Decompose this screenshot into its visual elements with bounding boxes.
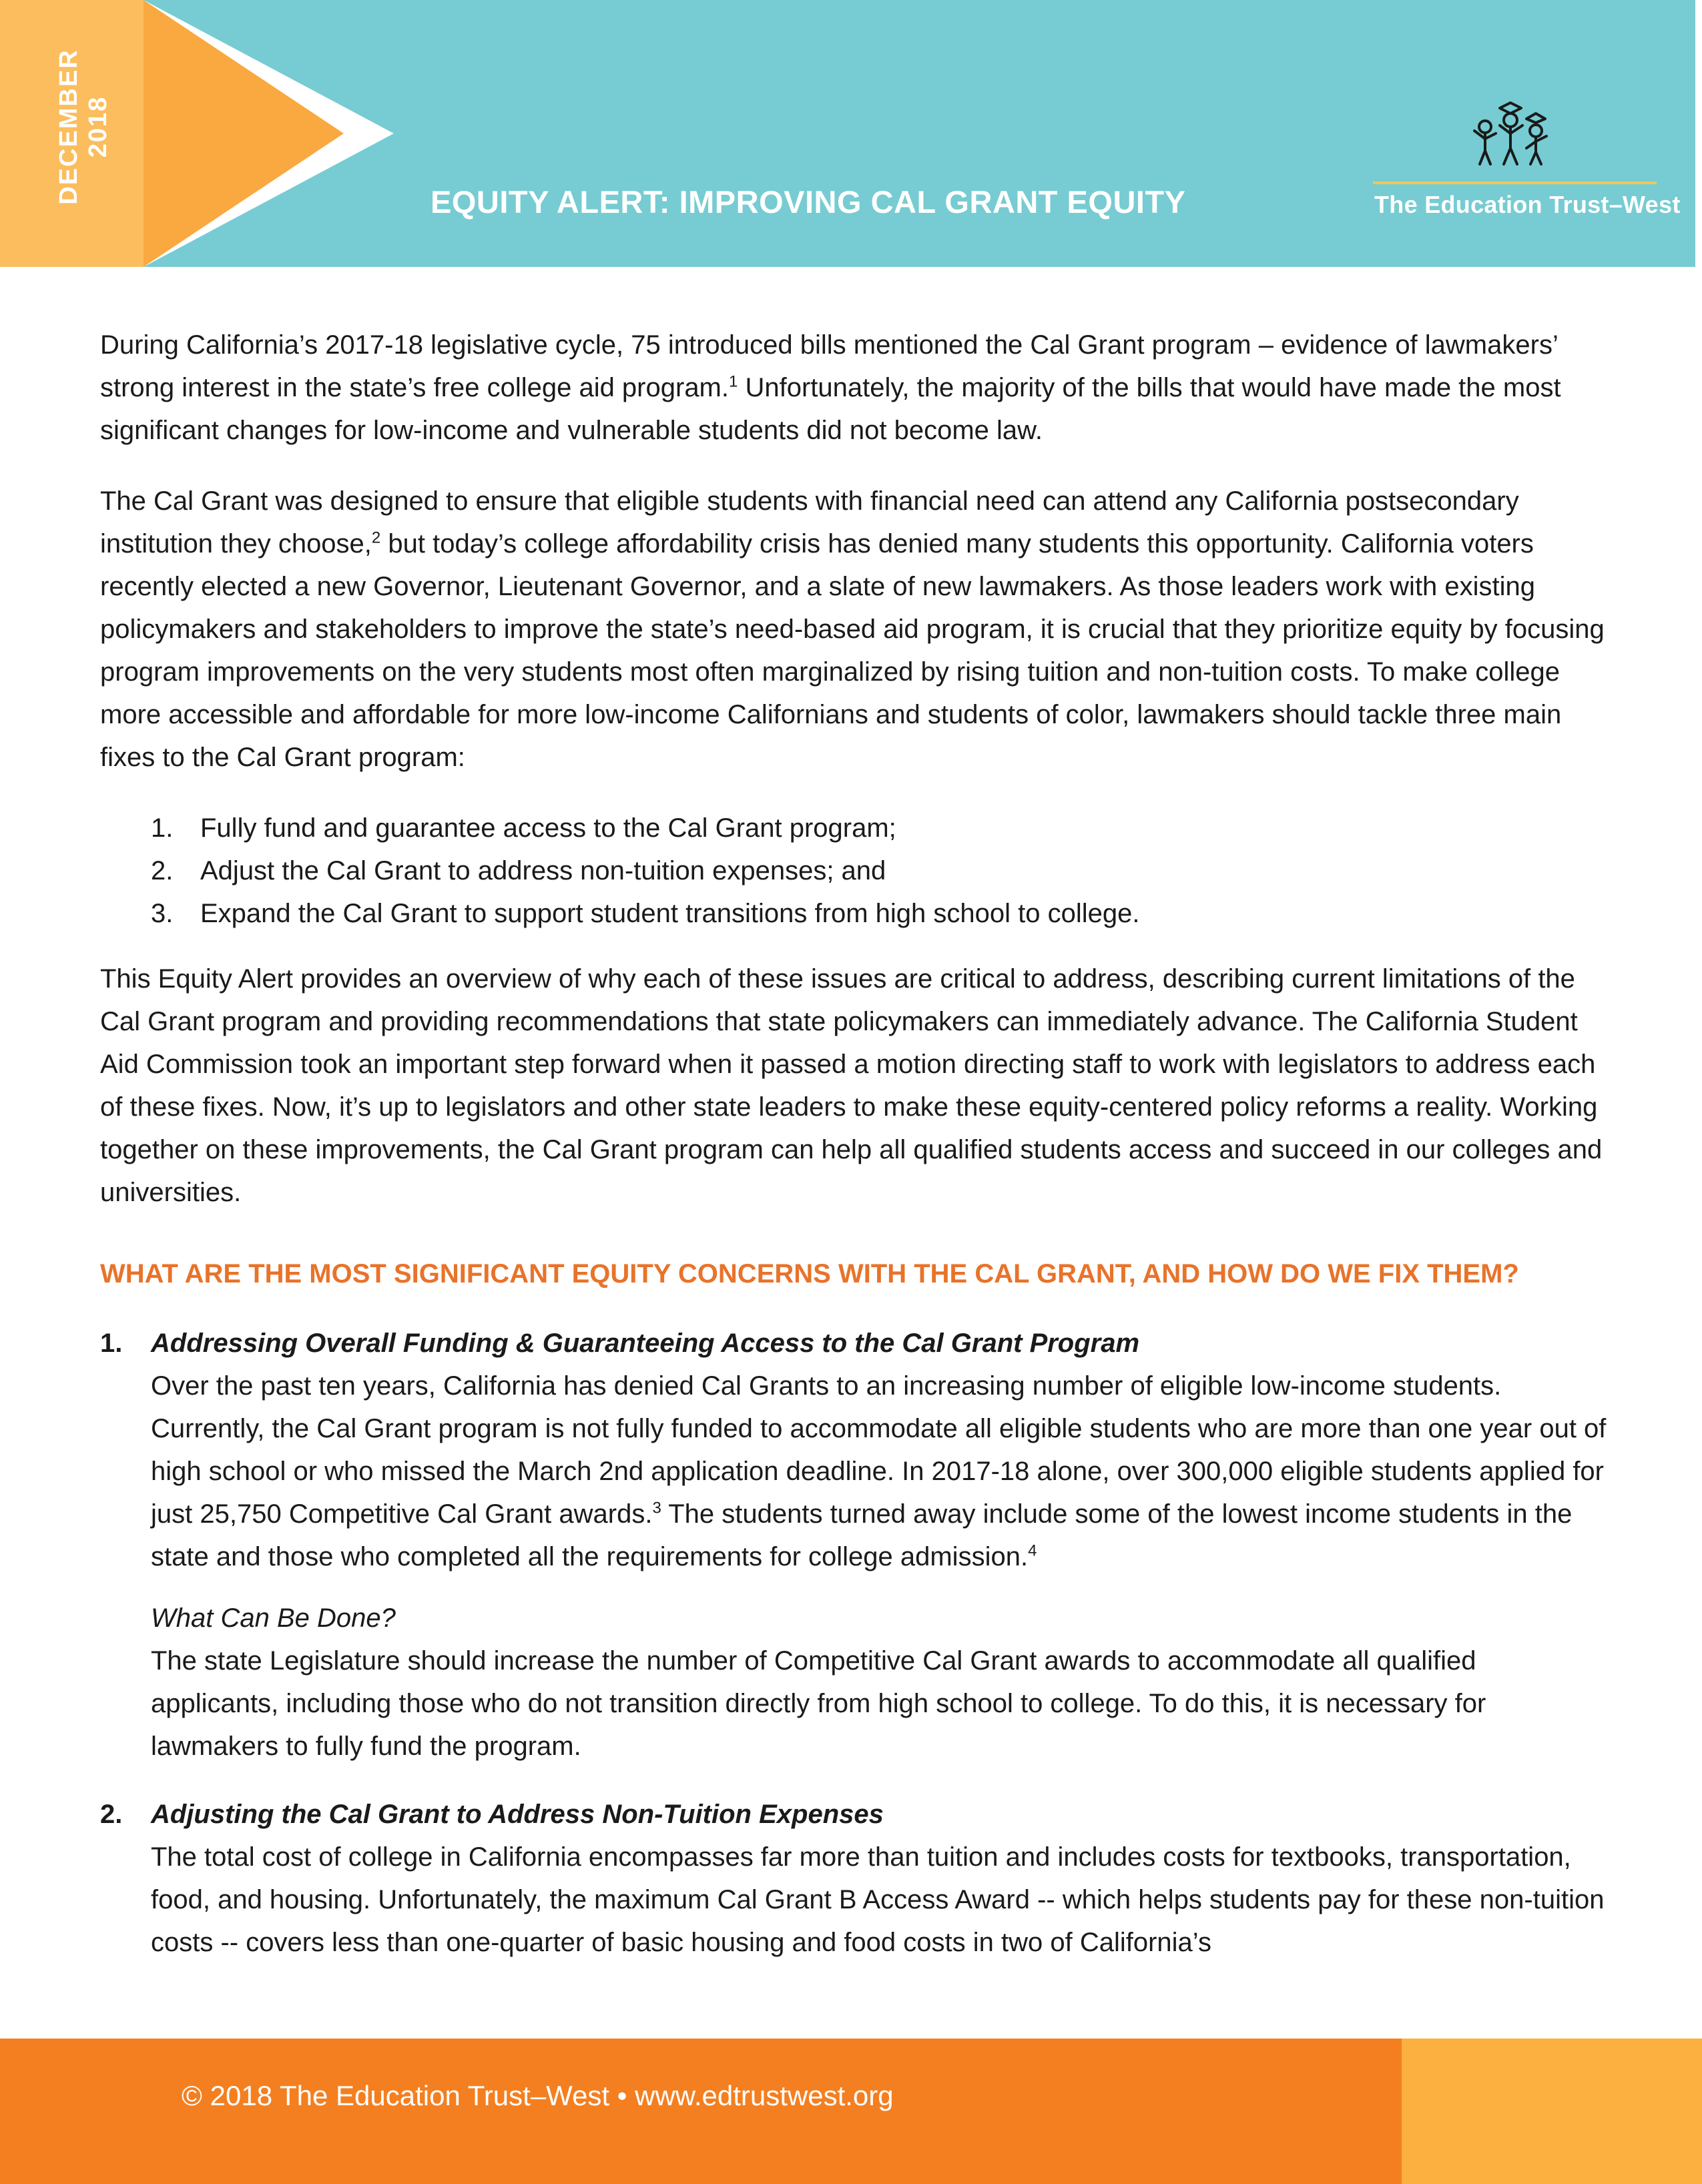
students-graduation-icon <box>1465 99 1558 172</box>
footnote-ref-4[interactable]: 4 <box>1028 1541 1037 1560</box>
intro-paragraph-2 <box>100 480 1609 779</box>
footer-accent-block <box>1402 2039 1702 2184</box>
issue-1-body <box>151 1365 1609 1578</box>
list-item-number: 3. <box>151 899 174 928</box>
intro-paragraph-2-text-a: The Cal Grant was designed to ensure that eligible students with financial need can attend any California postsecondary institution they choose, <box>100 486 1519 559</box>
list-item <box>100 892 1609 935</box>
issue-1-number: 1. <box>100 1329 123 1358</box>
issue-1-body-text-a: Over the past ten years, California has denied Cal Grants to an increasing number of eligible low-income students. Currently, the Cal Grant program is not fully funded to accommodate all eligible students who are more than one year out of high school or who missed the March 2nd application deadline. In 2017-18 alone, over 300,000 eligible students applied for just 25,750 Competitive Cal Grant awards. <box>151 1371 1607 1529</box>
edtrust-west-logo[interactable] <box>1373 99 1681 232</box>
issue-1-subheading: What Can Be Done? <box>151 1603 396 1633</box>
list-item-text: Fully fund and guarantee access to the Cal Grant program; <box>200 813 896 843</box>
intro-paragraph-3: This Equity Alert provides an overview of why each of these issues are critical to address, describing current limitations of the Cal Grant program and providing recommendations that state policymakers can immediately advance. The California Student Aid Commission took an important step forward when it passed a motion directing staff to work with legislators to address each of these fixes. Now, it’s up to legislators and other state leaders to make these equity-centered policy reforms a reality. Working together on these improvements, the Cal Grant program can help all qualified students access and succeed in our colleges and universities. <box>100 964 1603 1207</box>
issue-1-recommendation: The state Legislature should increase the number of Competitive Cal Grant awards to accommodate all qualified applicants, including those who do not transition directly from high school to college. To do this, it is necessary for lawmakers to fully fund the program. <box>151 1646 1486 1761</box>
issue-2-number: 2. <box>100 1800 123 1829</box>
issue-1-title: Addressing Overall Funding & Guaranteeing Access to the Cal Grant Program <box>151 1329 1140 1358</box>
intro-paragraph-1-text-b: Unfortunately, the majority of the bills that would have made the most significant changes for low-income and vulnerable students did not become law. <box>100 373 1561 445</box>
issue-1-body-text-b: The students turned away include some of the lowest income students in the state and those who completed all the requirements for college admission. <box>151 1499 1573 1571</box>
issue-date-year: 2018 <box>84 95 112 158</box>
issue-date <box>54 49 113 204</box>
list-item <box>100 807 1609 849</box>
intro-paragraph-1 <box>100 324 1609 452</box>
list-item <box>100 849 1609 892</box>
footer-copyright[interactable]: © 2018 The Education Trust–West • www.edtrustwest.org <box>182 2080 894 2111</box>
list-item-text: Adjust the Cal Grant to address non-tuition expenses; and <box>200 856 886 885</box>
header-banner <box>0 0 1695 267</box>
fixes-list <box>100 807 1609 935</box>
list-item-number: 1. <box>151 813 174 843</box>
list-item-number: 2. <box>151 856 174 885</box>
issue-2 <box>100 1793 1609 1964</box>
intro-paragraph-1-text-a: During California’s 2017-18 legislative cycle, 75 introduced bills mentioned the Cal Grant program – evidence of lawmakers’ strong interest in the state’s free college aid program. <box>100 330 1558 402</box>
issue-1 <box>100 1322 1609 1768</box>
footnote-ref-1[interactable]: 1 <box>729 372 738 391</box>
issue-2-body: The total cost of college in California encompasses far more than tuition and includes costs for textbooks, transportation, food, and housing. Unfortunately, the maximum Cal Grant B Access Award -- which helps students pay for these non-tuition costs -- covers less than one-quarter of basic housing and food costs in two of California’s <box>151 1842 1605 1957</box>
article-body <box>100 324 1609 1989</box>
list-item-text: Expand the Cal Grant to support student transitions from high school to college. <box>200 899 1140 928</box>
issue-2-title: Adjusting the Cal Grant to Address Non-Tuition Expenses <box>151 1800 884 1829</box>
logo-wordmark: The Education Trust–West <box>1374 191 1681 218</box>
section-heading: WHAT ARE THE MOST SIGNIFICANT EQUITY CONCERNS WITH THE CAL GRANT, AND HOW DO WE FIX THEM? <box>100 1259 1519 1289</box>
footnote-ref-3[interactable]: 3 <box>652 1499 661 1517</box>
issue-date-month: DECEMBER <box>55 49 83 205</box>
footnote-ref-2[interactable]: 2 <box>371 528 381 547</box>
footer-bar <box>0 2039 1702 2184</box>
page-title: EQUITY ALERT: IMPROVING CAL GRANT EQUITY <box>431 184 1186 220</box>
intro-paragraph-2-text-b: but today’s college affordability crisis has denied many students this opportunity. California voters recently elected a new Governor, Lieutenant Governor, and a slate of new lawmakers. As those leaders work with existing policymakers and stakeholders to improve the state’s need-based aid program, it is crucial that they prioritize equity by focusing program improvements on the very students most often marginalized by rising tuition and non-tuition costs. To make college more accessible and affordable for more low-income Californians and students of color, lawmakers should tackle three main fixes to the Cal Grant program: <box>100 529 1605 772</box>
chevron-orange <box>144 0 344 267</box>
logo-divider <box>1373 181 1657 184</box>
